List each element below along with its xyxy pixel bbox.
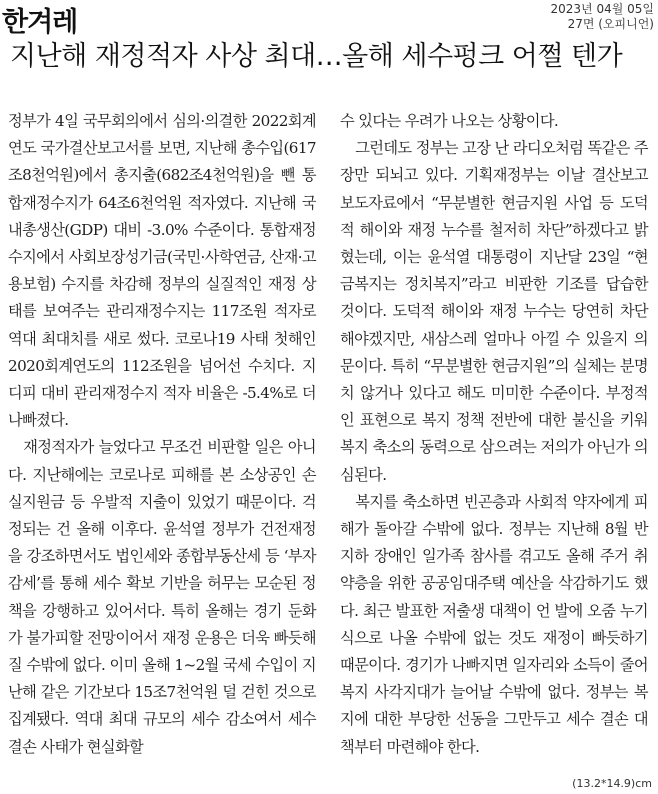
article-paragraph: 정부가 4일 국무회의에서 심의·의결한 2022회계연도 국가결산보고서를 보면, 지난해 총수입(617조8천억원)에서 총지출(682조4천억원)을 뺀 통합재정수지가 64조6천억원 적자였다. 지난해 국내총생산(GDP) 대비 -3.0% 수준이다. 통합재정수지에서 사회보장성기금(국민·사학연금, 산재·고용보험) 수지를 차감해 정부의 실질적인 재정 상태를 보여주는 관리재정수지는 117조원 적자로 역대 최대치를 새로 썼다. 코로나19 사태 첫해인 2020회계연도의 112조원을 넘어선 수치다. 지디피 대비 관리재정수지 적자 비율은 -5.4%로 더 나빠졌다.	[8, 112, 316, 430]
article-headline: 지난해 재정적자 사상 최대…올해 세수펑크 어쩔 텐가	[10, 41, 623, 72]
article-paragraph: 복지를 축소하면 빈곤층과 사회적 약자에게 피해가 돌아갈 수밖에 없다. 정부는 지난해 8월 반지하 장애인 일가족 참사를 겪고도 올해 주거 취약층을 위한 공공임대주택 예산을 삭감하기도 했다. 최근 발표한 저출생 대책이 언 발에 오줌 누기 식으로 나올 수밖에 없는 것도 재정이 빠듯하기 때문이다. 경기가 나빠지면 일자리와 소득이 줄어 복지 사각지대가 늘어날 수밖에 없다. 정부는 복지에 대한 부당한 선동을 그만두고 세수 결손 대책부터 마련해야 한다.	[340, 492, 648, 756]
article-paragraph-continued: 수 있다는 우려가 나오는 상황이다.	[340, 112, 559, 130]
page-section: 27면 (오피니언)	[567, 17, 654, 31]
article-dimensions: (13.2*14.9)cm	[572, 777, 652, 790]
article-column-left	[8, 108, 316, 761]
article-paragraph: 재정적자가 늘었다고 무조건 비판할 일은 아니다. 지난해에는 코로나로 피해를 본 소상공인 손실지원금 등 우발적 지출이 있었기 때문이다. 걱정되는 건 올해 이후다. 윤석열 정부가 건전재정을 강조하면서도 법인세와 종합부동산세 등 ‘부자 감세’를 통해 세수 확보 기반을 허무는 모순된 정책을 강행하고 있어서다. 특히 올해는 경기 둔화가 불가피할 전망이어서 재정 운용은 더욱 빠듯해질 수밖에 없다. 이미 올해 1~2월 국세 수입이 지난해 같은 기간보다 15조7천억원 덜 걷힌 것으로 집계됐다. 역대 최대 규모의 세수 감소여서 세수 결손 사태가 현실화할	[8, 438, 316, 756]
article-paragraph: 그런데도 정부는 고장 난 라디오처럼 똑같은 주장만 되뇌고 있다. 기획재정부는 이날 결산보고 보도자료에서 “무분별한 현금지원 사업 등 도덕적 해이와 재정 누수를 철저히 차단”하겠다고 밝혔는데, 이는 윤석열 대통령이 지난달 23일 “현금복지는 정치복지”라고 비판한 기조를 답습한 것이다. 도덕적 해이와 재정 누수는 당연히 차단해야겠지만, 새삼스레 얼마나 아낄 수 있을지 의문이다. 특히 “무분별한 현금지원”의 실체는 분명치 않거나 있다고 해도 미미한 수준이다. 부정적인 표현으로 복지 정책 전반에 대한 불신을 키워 복지 축소의 동력으로 삼으려는 저의가 아닌가 의심된다.	[340, 139, 648, 484]
newspaper-masthead: 한겨레	[2, 7, 78, 38]
publication-meta	[551, 2, 654, 32]
article-column-right	[340, 108, 648, 761]
publication-date: 2023년 04월 05일	[550, 2, 654, 16]
